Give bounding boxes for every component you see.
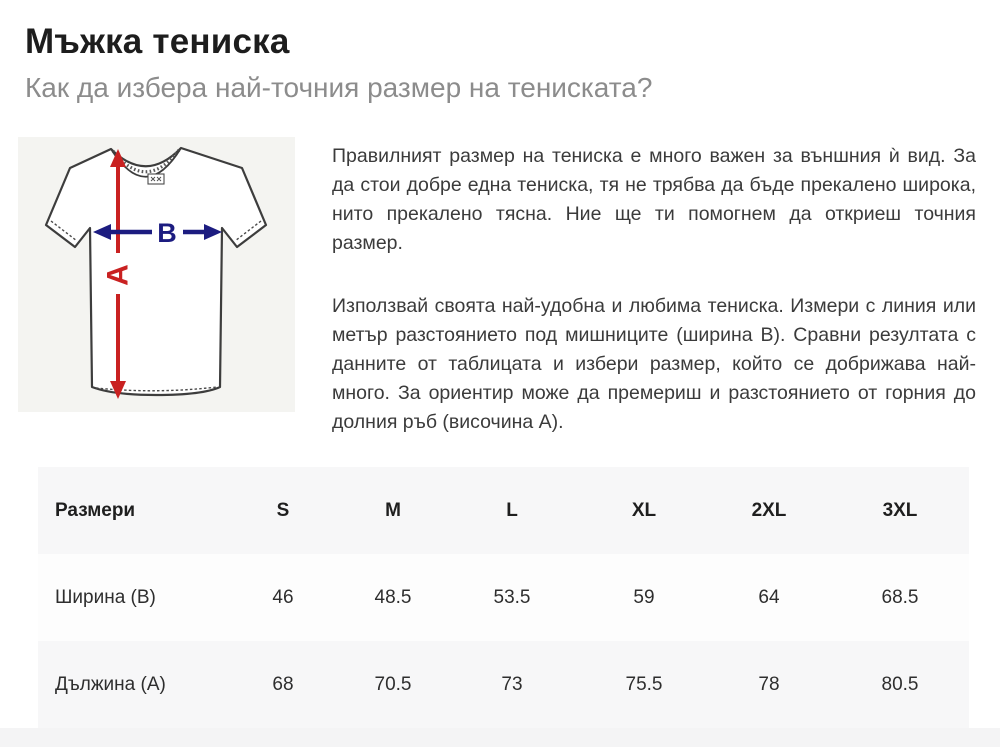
size-table-header-xl: XL xyxy=(631,499,657,521)
row-length-2xl: 78 xyxy=(758,673,780,695)
row-length-m: 70.5 xyxy=(374,673,412,695)
row-length-l: 73 xyxy=(501,673,523,695)
row-width-xl: 59 xyxy=(633,586,655,608)
intro-paragraph-1: Правилният размер на тениска е много важен за външния ѝ вид. За да стои добре една тениска, тя не трябва да бъде прекалено широка, нито прекалено тясна. Ние ще ти помогнем да откриеш точния размер. xyxy=(332,145,976,254)
page-subtitle: Как да избера най-точния размер на тениската? xyxy=(25,72,653,103)
row-width-2xl: 64 xyxy=(758,586,780,608)
row-length-3xl: 80.5 xyxy=(881,673,919,695)
row-width-label: Ширина (B) xyxy=(55,586,156,608)
size-table-header-2xl: 2XL xyxy=(751,499,787,521)
collar-label-tag xyxy=(148,174,164,184)
page-title: Мъжка тениска xyxy=(25,22,290,61)
size-table-row-width xyxy=(38,554,969,641)
size-table-header-sizes: Размери xyxy=(55,499,136,521)
row-length-xl: 75.5 xyxy=(625,673,663,695)
arrow-a-label: A xyxy=(101,264,135,286)
page-header xyxy=(25,22,975,104)
size-table xyxy=(38,467,969,728)
row-length-s: 68 xyxy=(272,673,294,695)
tshirt-measurement-diagram xyxy=(18,137,295,412)
row-width-s: 46 xyxy=(272,586,294,608)
size-table-header-3xl: 3XL xyxy=(882,499,918,521)
tshirt-diagram-svg xyxy=(18,137,295,412)
row-width-m: 48.5 xyxy=(374,586,412,608)
intro-paragraph-2: Използвай своята най-удобна и любима тениска. Измери с линия или метър разстоянието под мишниците (ширина B). Сравни резултата с данните от таблицата и избери размер, който се добрижава най-много. За ориентир може да премериш и разстоянието от горния до долния ръб (височина A). xyxy=(332,295,976,433)
size-table-header-s: S xyxy=(276,499,290,521)
size-table-header-l: L xyxy=(506,499,518,521)
size-table-header-row xyxy=(38,467,969,554)
intro-text-block xyxy=(332,142,976,437)
tshirt-outline xyxy=(46,148,266,395)
row-width-l: 53.5 xyxy=(493,586,531,608)
row-length-label: Дължина (A) xyxy=(55,673,166,695)
arrow-b-label: B xyxy=(157,218,177,248)
size-table-header-m: M xyxy=(385,499,401,521)
row-width-3xl: 68.5 xyxy=(881,586,919,608)
size-table-row-length xyxy=(38,641,969,728)
bottom-band xyxy=(0,728,1000,747)
